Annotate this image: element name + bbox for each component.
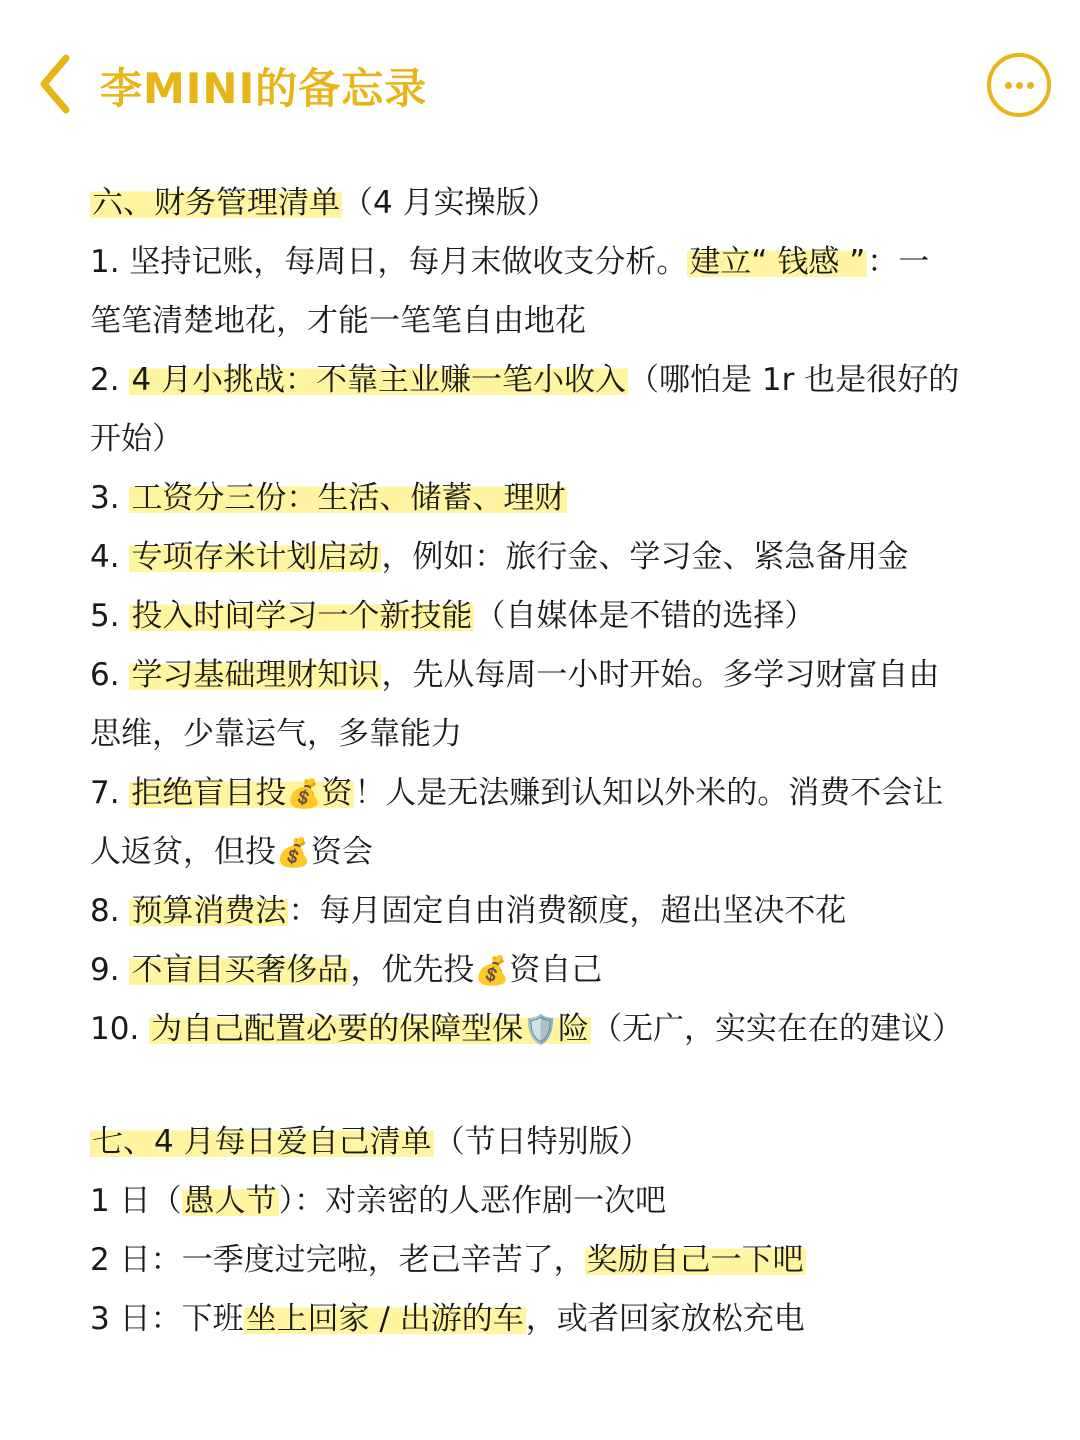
list-item bbox=[90, 587, 1010, 646]
list-item bbox=[90, 351, 1010, 410]
list-item bbox=[90, 1231, 1010, 1290]
list-item bbox=[90, 292, 1010, 351]
highlight: 4 月小挑战：不靠主业赚一笔小收入 bbox=[131, 362, 627, 398]
item-text: ！人是无法赚到认知以外米的。消费不会让 bbox=[354, 775, 944, 811]
list-item bbox=[90, 646, 1010, 705]
highlight bbox=[129, 775, 354, 811]
list-item bbox=[90, 882, 1010, 941]
list-item bbox=[90, 823, 1010, 882]
highlight: 六、财务管理清单 bbox=[92, 185, 340, 221]
item-text: 开始） bbox=[90, 421, 183, 457]
heading-note: （4 月实操版） bbox=[342, 185, 558, 221]
list-item bbox=[90, 1000, 1010, 1059]
item-text: 思维，少靠运气，多靠能力 bbox=[90, 716, 462, 752]
highlight: 奖励自己一下吧 bbox=[586, 1242, 804, 1278]
section-spacer bbox=[90, 1059, 1010, 1113]
highlight: 专项存米计划启动 bbox=[131, 539, 380, 575]
highlight bbox=[149, 1011, 591, 1047]
highlight-text: 险 bbox=[558, 1011, 590, 1047]
top-bar bbox=[0, 0, 1080, 170]
money-bag-icon: 💰 bbox=[286, 777, 322, 810]
list-item bbox=[90, 1172, 1010, 1231]
highlight: 建立“ 钱感 ” bbox=[689, 244, 866, 280]
item-text: 人返贫，但投 bbox=[90, 834, 276, 870]
more-dot bbox=[1027, 82, 1034, 89]
section-heading-self-love bbox=[90, 1113, 1010, 1172]
item-text: （无广，实实在在的建议） bbox=[591, 1011, 964, 1047]
highlight: 七、4 月每日爱自己清单 bbox=[92, 1124, 432, 1160]
item-text: （哪怕是 1r 也是很好的 bbox=[628, 362, 960, 398]
item-text: 2. bbox=[90, 362, 130, 398]
heading-note: （节日特别版） bbox=[433, 1124, 651, 1160]
item-text: 1 日（ bbox=[90, 1183, 182, 1219]
page-title: 李MINI的备忘录 bbox=[100, 64, 428, 113]
item-text: 5. bbox=[90, 598, 130, 634]
list-item bbox=[90, 233, 1010, 292]
highlight: 愚人节 bbox=[183, 1183, 277, 1219]
item-text: 笔笔清楚地花，才能一笔笔自由地花 bbox=[90, 303, 586, 339]
highlight: 预算消费法 bbox=[131, 893, 287, 929]
item-text: 1. 坚持记账，每周日，每月末做收支分析。 bbox=[90, 244, 688, 280]
highlight-text: 拒绝盲目投 bbox=[131, 775, 287, 811]
list-item bbox=[90, 764, 1010, 823]
chevron-left-icon bbox=[30, 50, 86, 118]
item-text: （自媒体是不错的选择） bbox=[474, 598, 816, 634]
highlight: 投入时间学习一个新技能 bbox=[131, 598, 473, 634]
highlight: 工资分三份：生活、储蓄、理财 bbox=[131, 480, 566, 516]
item-text: 8. bbox=[90, 893, 130, 929]
list-item bbox=[90, 469, 1010, 528]
list-item bbox=[90, 410, 1010, 469]
item-text: ，先从每周一小时开始。多学习财富自由 bbox=[381, 657, 940, 693]
back-button[interactable] bbox=[30, 50, 86, 118]
item-text: ，或者回家放松充电 bbox=[525, 1301, 805, 1337]
highlight-text: 资 bbox=[321, 775, 353, 811]
list-item bbox=[90, 528, 1010, 587]
item-text: 资会 bbox=[310, 834, 373, 870]
shield-icon: 🛡️ bbox=[523, 1013, 559, 1046]
item-text: 3 日：下班 bbox=[90, 1301, 244, 1337]
item-text: 9. bbox=[90, 952, 130, 988]
item-text: 3. bbox=[90, 480, 130, 516]
highlight: 坐上回家 / 出游的车 bbox=[245, 1301, 524, 1337]
item-text: 10. bbox=[90, 1011, 150, 1047]
item-text: ：一 bbox=[867, 244, 930, 280]
item-text: 资自己 bbox=[509, 952, 603, 988]
more-dot bbox=[1016, 82, 1023, 89]
more-dots-icon bbox=[1005, 82, 1012, 89]
item-text: 7. bbox=[90, 775, 130, 811]
more-button[interactable] bbox=[987, 53, 1051, 117]
highlight: 不盲目买奢侈品 bbox=[131, 952, 349, 988]
item-text: ，例如：旅行金、学习金、紧急备用金 bbox=[381, 539, 909, 575]
highlight: 学习基础理财知识 bbox=[131, 657, 380, 693]
money-bag-icon: 💰 bbox=[276, 836, 311, 869]
section-heading-finance bbox=[90, 174, 1010, 233]
list-item bbox=[90, 705, 1010, 764]
list-item bbox=[90, 1290, 1010, 1349]
highlight-text: 为自己配置必要的保障型保 bbox=[151, 1011, 524, 1047]
list-item bbox=[90, 941, 1010, 1000]
item-text: ）：对亲密的人恶作剧一次吧 bbox=[278, 1183, 667, 1219]
item-text: 2 日：一季度过完啦，老己辛苦了， bbox=[90, 1242, 585, 1278]
memo-body bbox=[90, 174, 1010, 1349]
item-text: ：每月固定自由消费额度，超出坚决不花 bbox=[288, 893, 847, 929]
item-text: ，优先投 bbox=[350, 952, 475, 988]
item-text: 6. bbox=[90, 657, 130, 693]
money-bag-icon: 💰 bbox=[474, 954, 510, 987]
item-text: 4. bbox=[90, 539, 130, 575]
